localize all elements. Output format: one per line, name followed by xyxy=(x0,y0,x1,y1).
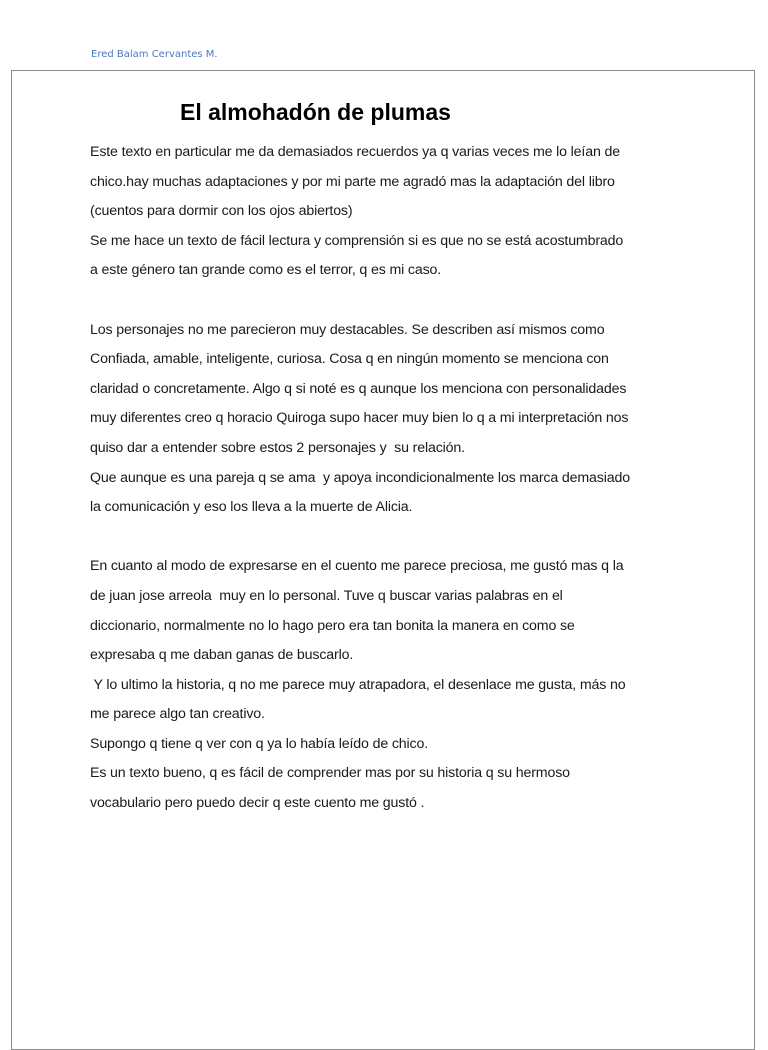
paragraph-spacer xyxy=(90,523,690,553)
document-text-line: quiso dar a entender sobre estos 2 personajes y su relación. xyxy=(90,439,465,456)
document-text-line: En cuanto al modo de expresarse en el cuento me parece preciosa, me gustó mas q la xyxy=(90,558,624,575)
document-text-line: Que aunque es una pareja q se ama y apoya incondicionalmente los marca demasiado xyxy=(90,469,630,486)
document-text-line: claridad o concretamente. Algo q si noté es q aunque los menciona con personalidades xyxy=(90,380,627,397)
document-text-line: expresaba q me daban ganas de buscarlo. xyxy=(90,647,354,664)
document-body xyxy=(90,138,690,819)
document-text-line: Es un texto bueno, q es fácil de comprender mas por su historia q su hermoso xyxy=(90,765,570,782)
document-text-line: muy diferentes creo q horacio Quiroga supo hacer muy bien lo q a mi interpretación nos xyxy=(90,410,629,427)
document-text-line: diccionario, normalmente no lo hago pero era tan bonita la manera en como se xyxy=(90,617,575,634)
document-text-line: Supongo q tiene q ver con q ya lo había leído de chico. xyxy=(90,735,429,752)
document-text-line: de juan jose arreola muy en lo personal. Tuve q buscar varias palabras en el xyxy=(90,587,563,604)
document-text-line: chico.hay muchas adaptaciones y por mi parte me agradó mas la adaptación del libro xyxy=(90,173,615,190)
document-author-header: Ered Balam Cervantes M. xyxy=(91,49,218,60)
document-text-line: Este texto en particular me da demasiados recuerdos ya q varias veces me lo leían de xyxy=(90,144,620,160)
document-text-line: Los personajes no me parecieron muy destacables. Se describen así mismos como xyxy=(90,321,605,338)
document-text-line: a este género tan grande como es el terror, q es mi caso. xyxy=(90,262,442,279)
document-text-line: la comunicación y eso los lleva a la muerte de Alicia. xyxy=(90,499,413,516)
document-text-line: Se me hace un texto de fácil lectura y comprensión si es que no se está acostumbrado xyxy=(90,232,624,249)
document-text-line: (cuentos para dormir con los ojos abiertos) xyxy=(90,203,353,220)
document-text-line: vocabulario pero puedo decir q este cuento me gustó . xyxy=(90,795,425,812)
document-text-line: Y lo ultimo la historia, q no me parece muy atrapadora, el desenlace me gusta, más no xyxy=(90,676,626,693)
document-title: El almohadón de plumas xyxy=(180,99,451,125)
document-text-line: me parece algo tan creativo. xyxy=(90,706,265,723)
document-text-line: Confiada, amable, inteligente, curiosa. Cosa q en ningún momento se menciona con xyxy=(90,351,609,368)
paragraph-spacer xyxy=(90,286,690,316)
